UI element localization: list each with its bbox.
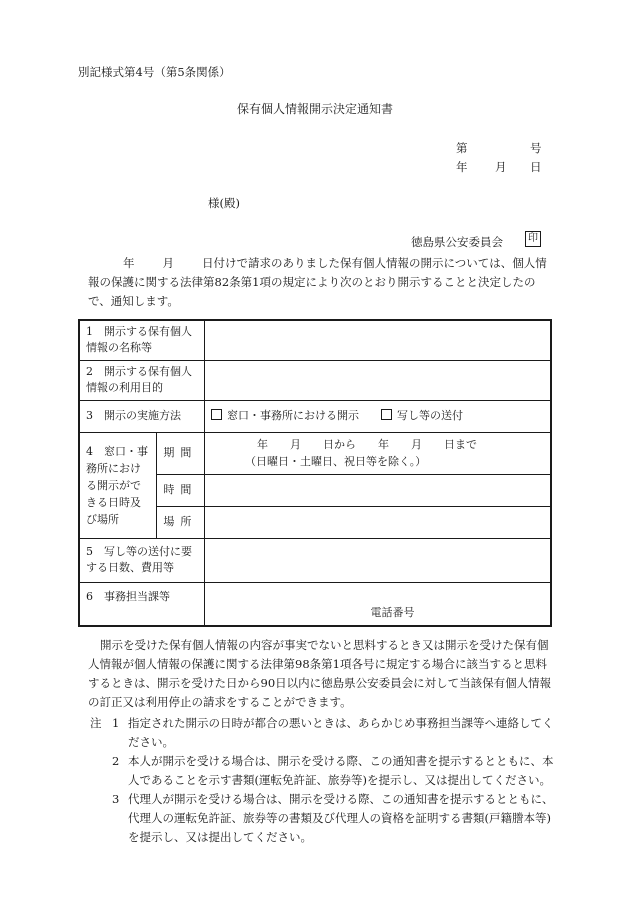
list-item <box>90 714 560 752</box>
document-title: 保有個人情報開示決定通知書 <box>236 102 393 116</box>
period-day-from: 日から <box>323 437 356 451</box>
place-label: 場所 <box>156 506 204 538</box>
period-note: （日曜日・土曜日、祝日等を除く。） <box>245 455 427 468</box>
intro-month: 月 <box>162 256 174 270</box>
time-value <box>205 474 552 506</box>
seal-mark: 印 <box>525 231 541 247</box>
date-year: 年 <box>456 160 468 174</box>
row2-label: 2 開示する保有個人情報の利用目的 <box>79 360 205 400</box>
time-label: 時間 <box>156 474 204 506</box>
list-item <box>90 752 560 790</box>
note-text: 代理人が開示を受ける場合は、開示を受ける際、この通知書を提示するとともに、代理人の運転免許証、旅券等の書類及び代理人の資格を証明する書類(戸籍謄本等)を提示し、又は提出してください。 <box>128 792 554 844</box>
checkbox-counter[interactable] <box>211 409 222 420</box>
note-number: 2 <box>112 754 120 768</box>
period-year-from: 年 <box>257 437 268 451</box>
period-day-to: 日まで <box>444 437 477 451</box>
period-month-from: 月 <box>290 437 301 451</box>
intro-paragraph <box>88 254 558 311</box>
notes-head: 注 <box>90 716 102 730</box>
period-year-to: 年 <box>378 437 389 451</box>
period-value <box>205 432 552 474</box>
notice-paragraph: 開示を受けた保有個人情報の内容が事実でないと思料するとき又は開示を受けた保有個人情報が個人情報の保護に関する法律第98条第1項各号に規定する場合に該当すると思料するときは、開示を受けた日から90日以内に徳島県公安委員会に対して当該保有個人情報の訂正又は利用停止の請求をすることができます。 <box>88 638 552 709</box>
place-value <box>205 506 552 538</box>
row4-label: 4 窓口・事務所における開示ができる日時及び場所 <box>79 432 156 538</box>
option-copy-label: 写し等の送付 <box>397 409 463 423</box>
intro-year: 年 <box>123 256 135 270</box>
row2-value <box>205 360 552 400</box>
note-text: 本人が開示を受ける場合は、開示を受ける際、この通知書を提示するとともに、本人であることを示す書類(運転免許証、旅券等)を提示し、又は提出してください。 <box>128 754 554 787</box>
intro-text: 日付けで請求のありました保有個人情報の開示については、個人情報の保護に関する法律第82条第1項の規定により次のとおり開示することと決定したので、通知します。 <box>88 256 547 308</box>
date-month: 月 <box>495 160 507 174</box>
row3-label: 3 開示の実施方法 <box>79 400 205 432</box>
addressee: 様(殿) <box>208 196 240 210</box>
note-number: 3 <box>112 792 120 806</box>
row5-label: 5 写し等の送付に要する日数、費用等 <box>79 538 205 582</box>
list-item <box>90 790 560 847</box>
row5-value <box>205 538 552 582</box>
issuer-name: 徳島県公安委員会 <box>411 235 503 249</box>
date-day: 日 <box>530 160 542 174</box>
row1-label: 1 開示する保有個人情報の名称等 <box>79 320 205 360</box>
note-number: 1 <box>112 716 120 730</box>
row1-value <box>205 320 552 360</box>
row6-value <box>205 582 552 626</box>
row3-value <box>205 400 552 432</box>
phone-number-label: 電話番号 <box>370 605 415 619</box>
table-row <box>79 360 551 400</box>
checkbox-copy[interactable] <box>381 409 392 420</box>
table-row <box>79 538 551 582</box>
period-label: 期間 <box>156 432 204 474</box>
row6-label: 6 事務担当課等 <box>79 582 205 626</box>
form-reference: 別記様式第4号（第5条関係） <box>78 65 231 79</box>
period-month-to: 月 <box>411 437 422 451</box>
table-row <box>79 432 551 474</box>
number-prefix: 第 <box>456 141 468 155</box>
period-range <box>211 436 544 453</box>
option-counter-label: 窓口・事務所における開示 <box>227 409 359 423</box>
notes-section <box>90 714 560 847</box>
number-suffix: 号 <box>530 141 542 155</box>
table-row <box>79 400 551 432</box>
table-row <box>79 582 551 626</box>
note-text: 指定された開示の日時が都合の悪いときは、あらかじめ事務担当課等へ連絡してください。 <box>128 716 554 749</box>
table-row <box>79 320 551 360</box>
disclosure-table <box>78 319 552 627</box>
